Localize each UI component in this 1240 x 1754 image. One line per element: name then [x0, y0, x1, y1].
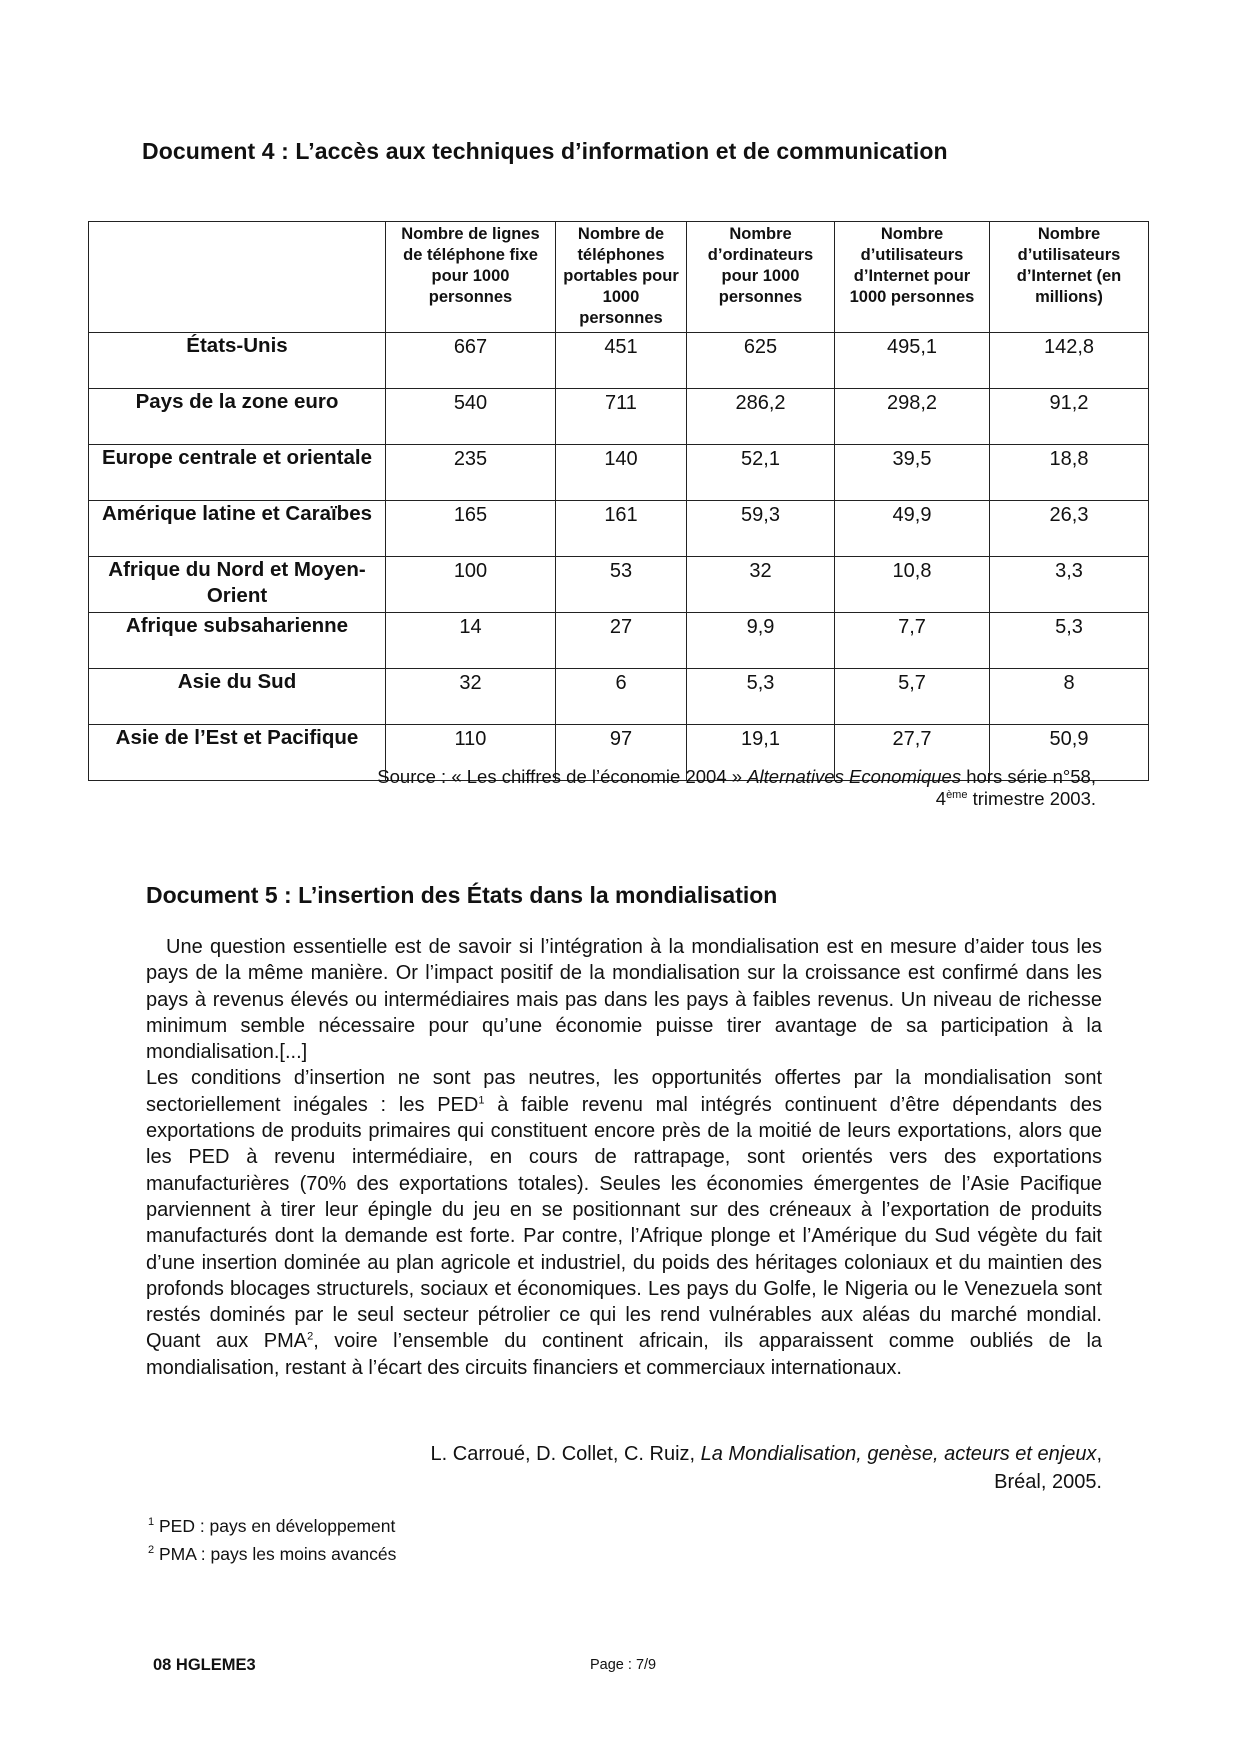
table-cell: 39,5 [835, 445, 990, 501]
document-5-body [146, 934, 1102, 1381]
table-cell: 53 [556, 557, 687, 613]
paragraph-2-part-c: , voire l’ensemble du continent africain, ils apparaissent comme oubliés de la mondialisation, restant à l’écart des circuits financiers et commerciaux internationaux. [146, 1330, 1103, 1379]
row-label: Amérique latine et Caraïbes [89, 501, 386, 557]
footnote-text: PMA : pays les moins avancés [154, 1544, 397, 1564]
source-quarter-rest: trimestre 2003. [967, 788, 1096, 809]
footnote-text: PED : pays en développement [154, 1516, 396, 1536]
table-cell: 52,1 [687, 445, 835, 501]
table-row [89, 389, 1149, 445]
footnote-number: 2 [148, 1544, 155, 1557]
table-cell: 235 [386, 445, 556, 501]
table-cell: 26,3 [990, 501, 1149, 557]
footnote-1 [148, 1512, 396, 1540]
table-cell: 9,9 [687, 613, 835, 669]
citation-publisher: Bréal, 2005. [994, 1471, 1102, 1493]
citation-authors: L. Carroué, D. Collet, C. Ruiz, [430, 1443, 701, 1465]
citation [146, 1440, 1102, 1496]
row-label: Pays de la zone euro [89, 389, 386, 445]
table-cell: 19,1 [687, 725, 835, 781]
table-row [89, 613, 1149, 669]
table-source [100, 766, 1096, 810]
paragraph-2-part-a: Les conditions d’insertion ne sont pas neutres, les opportunités offertes par la mondialisation sont sectoriellement inégales : les PED [146, 1067, 1102, 1116]
footnote-ref-1: 1 [478, 1094, 485, 1107]
table-cell: 140 [556, 445, 687, 501]
table-cell: 142,8 [990, 333, 1149, 389]
table-cell: 14 [386, 613, 556, 669]
table-cell: 59,3 [687, 501, 835, 557]
citation-tail: , [1096, 1443, 1102, 1465]
paragraph-2-part-b: à faible revenu mal intégrés continuent d’être dépendants des exportations de produits primaires qui constituent encore près de la moitié de leurs exportations, alors que les PED à revenu intermédiaire, en cours de rattrapage, sont orientés vers des exportations manufacturières (70% des exportations totales). Seules les économies émergentes de l’Asie Pacifique parviennent à tirer leur épingle du jeu en se positionnant sur des créneaux à l’exportation de produits manufacturés dont la demande est forte. Par contre, l’Afrique plonge et l’Amérique du Sud végète du fait d’une insertion dominée au plan agricole et industriel, du poids des héritages coloniaux et du maintien des profonds blocages structurels, sociaux et économiques. Les pays du Golfe, le Nigeria ou le Venezuela sont restés dominés par le seul secteur pétrolier ce qui les rend vulnérables aux aléas du marché mondial. Quant aux PMA [146, 1093, 1102, 1353]
table-cell: 18,8 [990, 445, 1149, 501]
table-cell: 91,2 [990, 389, 1149, 445]
table-cell: 32 [386, 669, 556, 725]
table-cell: 32 [687, 557, 835, 613]
table-cell: 49,9 [835, 501, 990, 557]
document-5-title: Document 5 : L’insertion des États dans la mondialisation [146, 882, 778, 908]
source-quarter-ordinal: ème [946, 788, 968, 801]
row-label: Asie du Sud [89, 669, 386, 725]
table-cell: 27 [556, 613, 687, 669]
table-cell: 3,3 [990, 557, 1149, 613]
table-cell: 667 [386, 333, 556, 389]
table-cell: 451 [556, 333, 687, 389]
row-label: Afrique du Nord et Moyen-Orient [89, 557, 386, 613]
paragraph-1: Une question essentielle est de savoir si l’intégration à la mondialisation est en mesure d’aider tous les pays de la même manière. Or l’impact positif de la mondialisation sur la croissance est confirmé dans les pays à revenus élevés ou intermédiaires mais pas dans les pays à faibles revenus. Un niveau de richesse minimum semble nécessaire pour qu’une économie puisse tirer avantage de sa participation à la mondialisation.[...] [146, 936, 1102, 1064]
table-header-row [89, 222, 1149, 333]
source-prefix: Source : « Les chiffres de l’économie 2004 » [377, 766, 748, 787]
table-row [89, 445, 1149, 501]
exam-code: 08 HGLEME3 [153, 1656, 256, 1674]
table-cell: 298,2 [835, 389, 990, 445]
header-fixed-lines: Nombre de lignes de téléphone fixe pour 1000 personnes [386, 222, 556, 333]
table-cell: 495,1 [835, 333, 990, 389]
header-internet-users-millions: Nombre d’utilisateurs d’Internet (en millions) [990, 222, 1149, 333]
row-label: Europe centrale et orientale [89, 445, 386, 501]
table-cell: 50,9 [990, 725, 1149, 781]
table-row [89, 333, 1149, 389]
header-mobile-phones: Nombre de téléphones portables pour 1000 personnes [556, 222, 687, 333]
ict-access-table [88, 221, 1149, 781]
footnotes [148, 1512, 396, 1568]
table-row [89, 557, 1149, 613]
header-computers: Nombre d’ordinateurs pour 1000 personnes [687, 222, 835, 333]
table-row [89, 501, 1149, 557]
source-quarter-number: 4 [935, 788, 947, 809]
table-cell: 110 [386, 725, 556, 781]
table-cell: 5,3 [990, 613, 1149, 669]
paragraph-2 [146, 1065, 1102, 1381]
row-label: Afrique subsaharienne [89, 613, 386, 669]
table-cell: 161 [556, 501, 687, 557]
table-cell: 7,7 [835, 613, 990, 669]
footnote-ref-2: 2 [307, 1330, 314, 1343]
table-cell: 8 [990, 669, 1149, 725]
source-publication: Alternatives Economiques [747, 766, 962, 787]
table-cell: 5,7 [835, 669, 990, 725]
header-empty [89, 222, 386, 333]
table-cell: 97 [556, 725, 687, 781]
table-cell: 711 [556, 389, 687, 445]
row-label: Asie de l’Est et Pacifique [89, 725, 386, 781]
table-cell: 625 [687, 333, 835, 389]
table-cell: 5,3 [687, 669, 835, 725]
page-number: Page : 7/9 [590, 1657, 657, 1673]
table-cell: 10,8 [835, 557, 990, 613]
table-cell: 100 [386, 557, 556, 613]
table-cell: 286,2 [687, 389, 835, 445]
header-internet-users-per-1000: Nombre d’utilisateurs d’Internet pour 1000 personnes [835, 222, 990, 333]
footnote-number: 1 [148, 1516, 155, 1529]
footnote-2 [148, 1540, 396, 1568]
table-cell: 540 [386, 389, 556, 445]
row-label: États-Unis [89, 333, 386, 389]
table-cell: 6 [556, 669, 687, 725]
table-row [89, 669, 1149, 725]
table-cell: 165 [386, 501, 556, 557]
document-4-title: Document 4 : L’accès aux techniques d’information et de communication [142, 138, 948, 164]
citation-book: La Mondialisation, genèse, acteurs et enjeux [700, 1443, 1097, 1465]
table-cell: 27,7 [835, 725, 990, 781]
source-suffix: hors série n°58, [961, 766, 1096, 787]
